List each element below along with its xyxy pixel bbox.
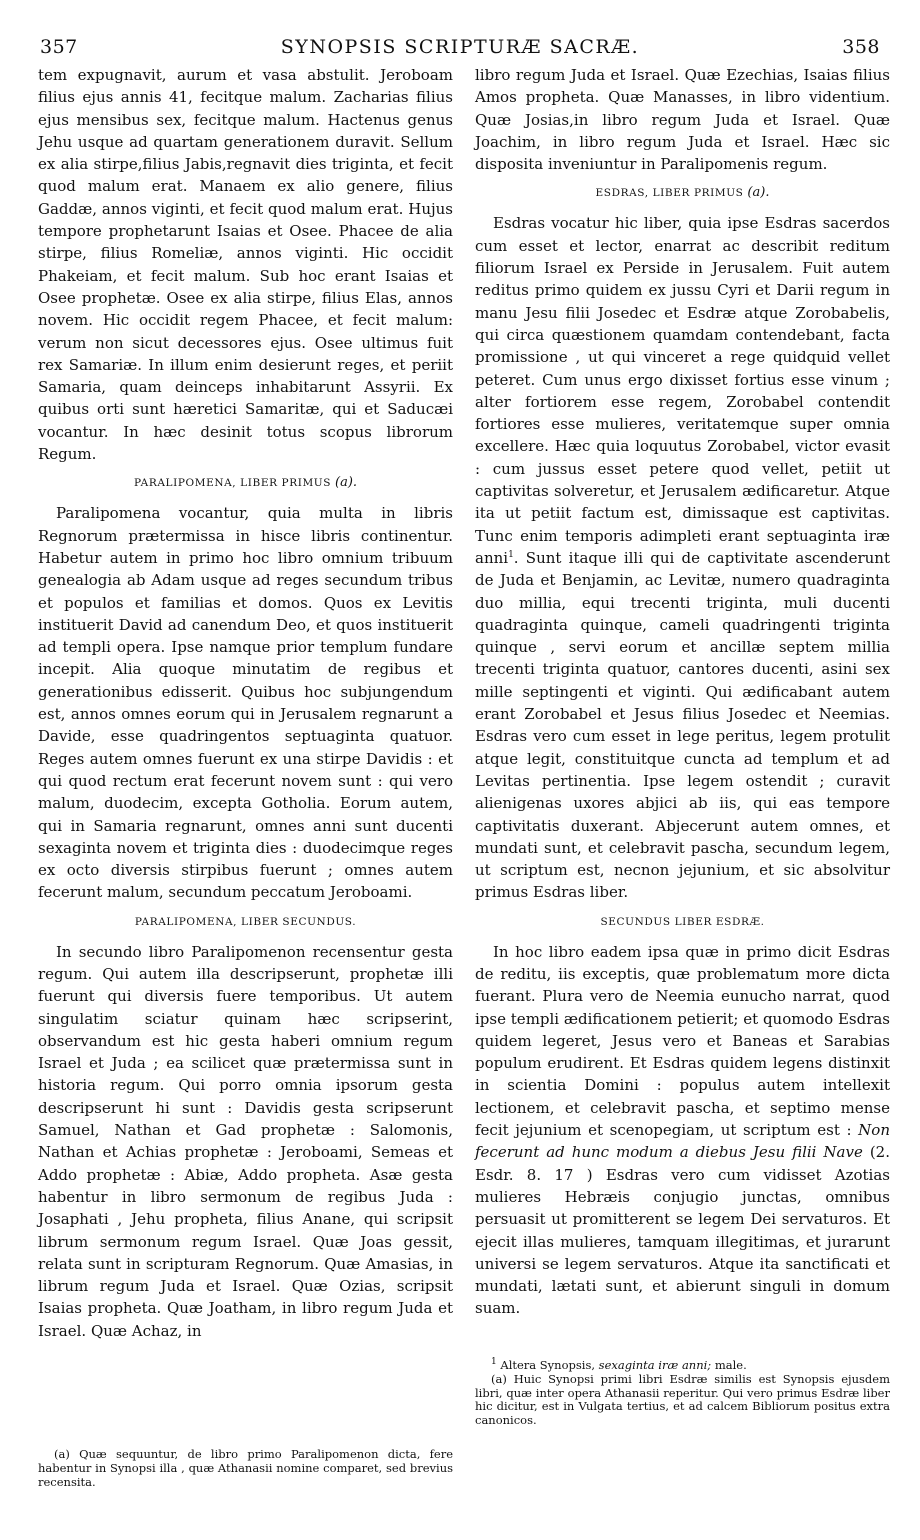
section-heading-paralipomena-1: [38, 474, 453, 492]
paragraph-kings-ending: tem expugnavit, aurum et vasa abstulit. Jeroboam filius ejus annis 41, fecitque malum. Zacharias filius ejus mensibus sex, fecitque malum. Hactenus genus Jehu usque ad quartam generationem duravit. Sellum ex alia stirpe,filius Jabis,regnavit dies triginta, et fecit quod malum erat. Manaem ex alio genere, filius Gaddæ, annos viginti, et fecit quod malum erat. Hujus tempore prophetarunt Isaias et Osee. Phacee de alia stirpe, filius Romeliæ, annos viginti. Hic occidit Phakeiam, et fecit malum. Sub hoc erant Isaias et Osee prophetæ. Osee ex alia stirpe, filius Elas, annos novem. Hic occidit regem Phacee, et fecit malum: verum non sicut decessores ejus. Osee ultimus fuit rex Samariæ. In illum enim desierunt reges, et periit Samaria, quam deinceps inhabitarunt Assyrii. Ex quibus orti sunt hæretici Samaritæ, qui et Saducæi vocantur. In hæc desinit totus scopus librorum Regum.: [38, 66, 453, 464]
footnote-text: Altera Synopsis,: [496, 1358, 599, 1372]
right-column: [475, 64, 890, 1320]
section-heading-esdras-2: SECUNDUS LIBER ESDRÆ.: [600, 915, 765, 928]
footnotes-right: [475, 1359, 890, 1428]
section-heading-paralipomena-2: PARALIPOMENA, LIBER SECUNDUS.: [134, 915, 357, 928]
footnote-reference: 1: [508, 549, 514, 560]
footnote-1: [475, 1359, 890, 1373]
paragraph-text: In hoc libro eadem ipsa quæ in primo dicit Esdras de reditu, iis exceptis, quæ problematum more dicta fuerant. Plura vero de Neemia eunucho narrat, quod ipse templi ædificationem petierit; et quomodo Esdras quidem legeret, Jesus vero et Baneas et Sarabias populum erudirent. Et Esdras quidem legens distinxit in scientia Domini : populus autem intellexit lectionem, et celebravit pascha, et septimo mense fecit jejunium et scenopegiam, ut scriptum est :: [475, 942, 890, 1140]
paragraph-text: (2. Esdr. 8. 17 ) Esdras vero cum vidisset Azotias mulieres Hebræis conjugio junctas, omnibus persuasit ut promitterent se legem Dei servaturos. Et ejecit illas mulieres, tamquam illegitimas, et jurarunt universi se legem servaturos. Atque ita sanctificati et mundati, lætati sunt, et abierunt singuli in domum suam.: [475, 1143, 890, 1318]
footnote-left: [38, 1447, 453, 1489]
footnote-a-right: (a) Huic Synopsi primi libri Esdræ similis est Synopsis ejusdem libri, quæ inter opera Athanasii reperitur. Qui vero primus Esdræ liber hic dicitur, est in Vulgata tertius, et ad calcem Bibliorum positus extra canonicos.: [475, 1371, 890, 1428]
paragraph-esdras-1: [475, 212, 890, 903]
paragraph-chronicles-ending: libro regum Juda et Israel. Quæ Ezechias, Isaias filius Amos propheta. Quæ Manasses, in libro videntium. Quæ Josias,in libro regum Juda et Israel. Quæ Joachim, in libro regum Juda et Israel. Hæc sic disposita inveniuntur in Paralipomenis regum.: [475, 66, 890, 174]
heading-text: PARALIPOMENA, LIBER PRIMUS: [133, 477, 332, 490]
running-header: [40, 36, 880, 62]
paragraph-paralipomena-2: In secundo libro Paralipomenon recensentur gesta regum. Qui autem illa descripserunt, prophetæ illi fuerunt qui diversis fuere temporibus. Ut autem singulatim sciatur quinam hæc scripserint, observandum est hic gesta haberi omnium regum Israel et Juda ; ea scilicet quæ prætermissa sunt in historia regum. Qui porro omnia ipsorum gesta descripserunt hi sunt : Davidis gesta scripserunt Samuel, Nathan et Gad prophetæ : Salomonis, Nathan et Achias prophetæ : Jeroboami, Semeas et Addo prophetæ : Abiæ, Addo propheta. Asæ gesta habentur in libro sermonum de regibus Juda : Josaphati , Jehu propheta, filius Anane, qui scripsit librum sermonum regum Israel. Quæ Joas gessit, relata sunt in scripturam Regnorum. Quæ Amasias, in librum regum Juda et Israel. Quæ Ozias, scripsit Isaias propheta. Quæ Joatham, in libro regum Juda et Israel. Quæ Achaz, in: [38, 942, 453, 1340]
page-number-left: 357: [40, 36, 78, 58]
page-number-right: 358: [842, 36, 880, 58]
footnote-a-left: (a) Quæ sequuntur, de libro primo Paralipomenon dicta, fere habentur in Synopsi illa , quæ Athanasii nomine comparet, sed brevius recensita.: [38, 1447, 453, 1489]
heading-note-marker: (a).: [335, 475, 358, 491]
footnote-italic: sexaginta iræ anni;: [598, 1358, 712, 1372]
running-title: SYNOPSIS SCRIPTURÆ SACRÆ.: [280, 36, 640, 58]
heading-text: ESDRAS, LIBER PRIMUS: [595, 187, 744, 200]
paragraph-paralipomena-1: Paralipomena vocantur, quia multa in libris Regnorum prætermissa in hisce libris continentur. Habetur autem in primo hoc libro omnium tribuum genealogia ab Adam usque ad reges secundum tribus et populos et familias et domos. Quos ex Levitis instituerit David ad canendum Deo, et quos instituerit ad templi opera. Ipse namque prior templum fundare incepit. Alia quoque minutatim de regibus et generationibus edisserit. Quibus hoc subjungendum est, annos omnes eorum qui in Jerusalem regnarunt a Davide, esse quadringentos septuaginta quatuor. Reges autem omnes fuerunt ex una stirpe Davidis : et qui quod rectum erat fecerunt novem sunt : qui vero malum, duodecim, excepta Gotholia. Eorum autem, qui in Samaria regnarunt, omnes anni sunt ducenti sexaginta novem et triginta dies : duodecimque reges ex octo diversis stirpibus fuerunt ; omnes autem fecerunt malum, secundum peccatum Jeroboami.: [38, 504, 453, 902]
footnote-number: 1: [491, 1357, 497, 1368]
section-heading-esdras-1: [475, 184, 890, 202]
paragraph-text: Esdras vocatur hic liber, quia ipse Esdras sacerdos cum esset et lector, enarrat ac describit reditum filiorum Israel ex Perside in Jerusalem. Fuit autem reditus primo quidem ex jussu Cyri et Darii regum in manu Jesu filii Josedec et Esdræ atque Zorobabelis, qui circa quæstionem quamdam contendebant, facta promissione , ut qui vinceret a rege quidquid vellet peteret. Cum unus ergo dixisset fortius esse vinum ; alter fortiorem esse regem, Zorobabel contendit fortiores esse mulieres, veritatemque super omnia excellere. Hæc quia loquutus Zorobabel, victor evasit : cum jussus esset petere quod vellet, petiit ut captivitas solveretur, et Jerusalem ædificaretur. Atque ita ut petiit factum est, dimissaque est captivitas. Tunc enim temporis adimpleti erant septuaginta iræ anni: [475, 214, 890, 567]
paragraph-text: . Sunt itaque illi qui de captivitate ascenderunt de Juda et Benjamin, ac Levitæ, numero quadraginta duo millia, equi trecenti triginta, muli ducenti quadraginta quinque, cameli quadringenti triginta quinque , servi eorum et ancillæ septem millia trecenti triginta quatuor, cantores ducenti, asini sex mille septingenti et viginti. Qui ædificabant autem erant Zorobabel et Jesus filius Josedec et Neemias. Esdras vero cum esset in lege peritus, legem protulit atque legit, constituitque cuncta ad templum et ad Levitas pertinentia. Ipse legem ostendit ; curavit alienigenas uxores abjici ab iis, qui eas tempore captivitatis duxerant. Abjecerunt autem omnes, et mundati sunt, et celebravit pascha, secundum legem, ut scriptum est, necnon jejunium, et sic absolvitur primus Esdras liber.: [475, 548, 890, 902]
heading-note-marker: (a).: [747, 185, 770, 201]
scripture-quote: Non fecerunt ad hunc modum a diebus Jesu filii Nave: [475, 1121, 890, 1162]
footnote-text: male.: [711, 1358, 747, 1372]
paragraph-esdras-2: [475, 941, 890, 1320]
left-column: [38, 64, 453, 1342]
